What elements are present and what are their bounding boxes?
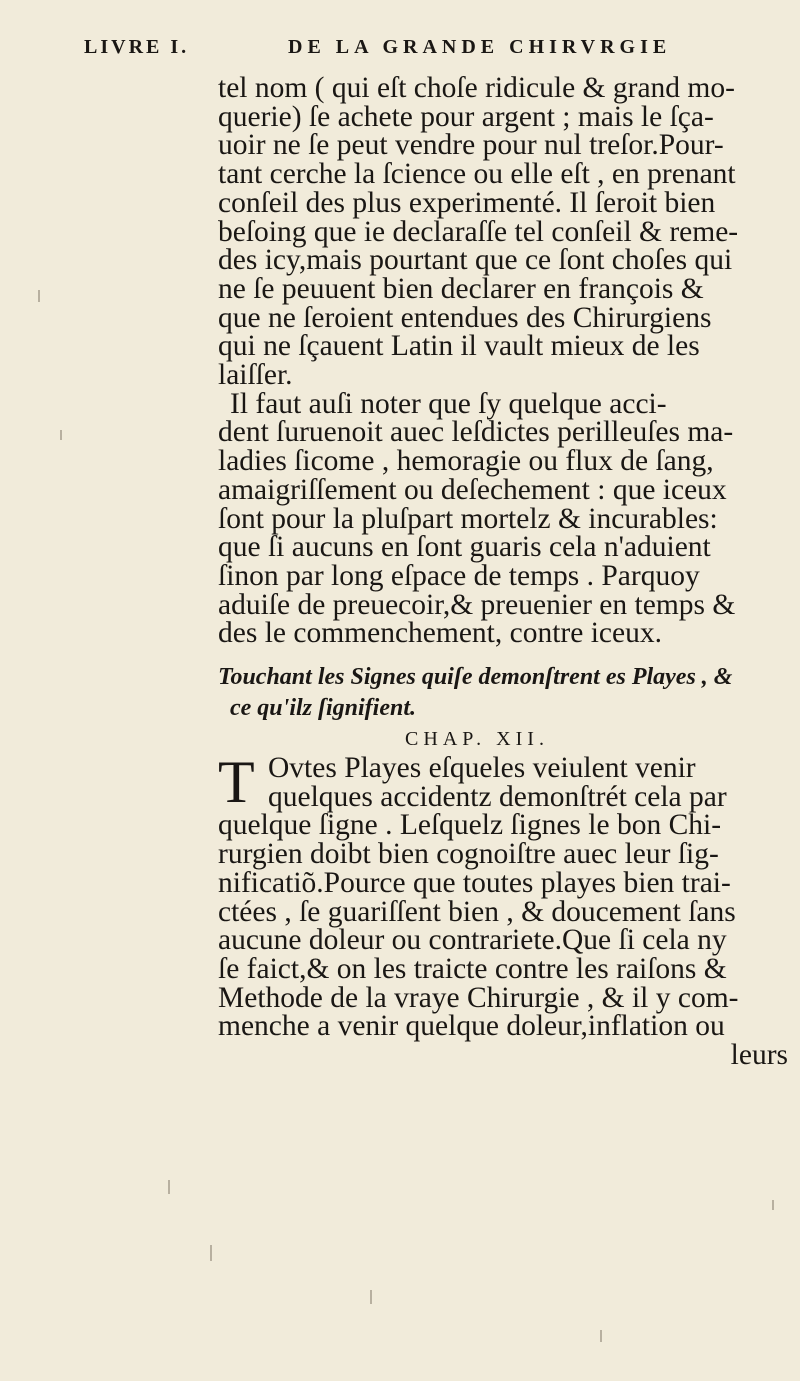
paragraph-1	[218, 74, 796, 390]
heading-line: Touchant les Signes quiſe demonſtrent es Playes , &	[218, 664, 733, 691]
chapter-label: CHAP. XII.	[405, 728, 549, 751]
paper-speck	[370, 1290, 372, 1304]
catchword: leurs	[730, 1039, 788, 1072]
paper-speck	[600, 1330, 602, 1342]
text-line: tel nom ( qui eſt choſe ridicule & grand mo-	[218, 72, 735, 104]
text-line: laiſſer.	[218, 359, 293, 392]
text-line: que ſi aucuns en ſont guaris cela n'aduient	[218, 531, 711, 564]
paper-speck	[38, 290, 40, 302]
text-line: des icy,mais pourtant que ce ſont choſes qui	[218, 244, 733, 277]
text-line: ſinon par long eſpace de temps . Parquoy	[218, 559, 700, 592]
text-line: rurgien doibt bien cognoiſtre auec leur ſig-	[218, 838, 719, 871]
paper-speck	[60, 430, 62, 440]
text-line: que ne ſeroient entendues des Chirurgiens	[218, 301, 712, 334]
text-line: Il faut auſi noter que ſy quelque acci-	[230, 387, 667, 420]
text-line: dent ſuruenoit auec leſdictes perilleuſes ma-	[218, 416, 734, 449]
text-line: des le commenchement, contre iceux.	[218, 617, 662, 650]
text-line: menche a venir quelque doleur,inflation ou	[218, 1010, 725, 1043]
text-line: ſe faict,& on les traicte contre les raiſons &	[218, 952, 727, 985]
text-line: querie) ſe achete pour argent ; mais le ſça-	[218, 100, 714, 133]
heading-line: ce qu'ilz ſignifient.	[230, 695, 416, 722]
text-line: nificatiõ.Pource que toutes playes bien trai-	[218, 866, 731, 899]
text-line: ſont pour la pluſpart mortelz & incurables:	[218, 502, 718, 535]
text-line: conſeil des plus experimenté. Il ſeroit bien	[218, 186, 716, 219]
running-head-title: DE LA GRANDE CHIRVRGIE	[288, 36, 672, 58]
text-line: ctées , ſe guariſſent bien , & doucement ſans	[218, 895, 736, 928]
body-text	[218, 74, 796, 1070]
running-head	[84, 36, 744, 66]
running-head-book: LIVRE I.	[84, 36, 190, 58]
text-line: tant cerche la ſcience ou elle eſt , en prenant	[218, 158, 736, 191]
paper-speck	[168, 1180, 170, 1194]
paragraph-3	[218, 749, 796, 1043]
text-line: amaigriſſement ou deſechement : que iceux	[218, 473, 727, 506]
text-line: uoir ne ſe peut vendre pour nul treſor.Pour-	[218, 129, 724, 162]
paper-speck	[210, 1245, 212, 1261]
text-line: Methode de la vraye Chirurgie , & il y com-	[218, 981, 739, 1014]
text-line-content: Ovtes Playes eſqueles veiulent venir	[268, 752, 696, 785]
text-line: beſoing que ie declaraſſe tel conſeil & reme-	[218, 215, 739, 248]
paragraph-2	[218, 387, 796, 650]
paper-speck	[772, 1200, 774, 1210]
text-line: aucune doleur ou contrariete.Que ſi cela ny	[218, 924, 727, 957]
text-line: ne ſe peuuent bien declarer en françois &	[218, 272, 704, 305]
drop-cap: T	[218, 749, 255, 816]
text-line: quelque ſigne . Leſquelz ſignes le bon Chi-	[218, 809, 722, 842]
text-line: aduiſe de preuecoir,& preuenier en temps &	[218, 588, 736, 621]
text-line: ladies ſicome , hemoragie ou flux de ſang,	[218, 445, 714, 478]
text-line: quelques accidentz demonſtrét cela par	[268, 780, 727, 813]
text-line: qui ne ſçauent Latin il vault mieux de les	[218, 330, 700, 363]
section-heading	[218, 662, 796, 724]
